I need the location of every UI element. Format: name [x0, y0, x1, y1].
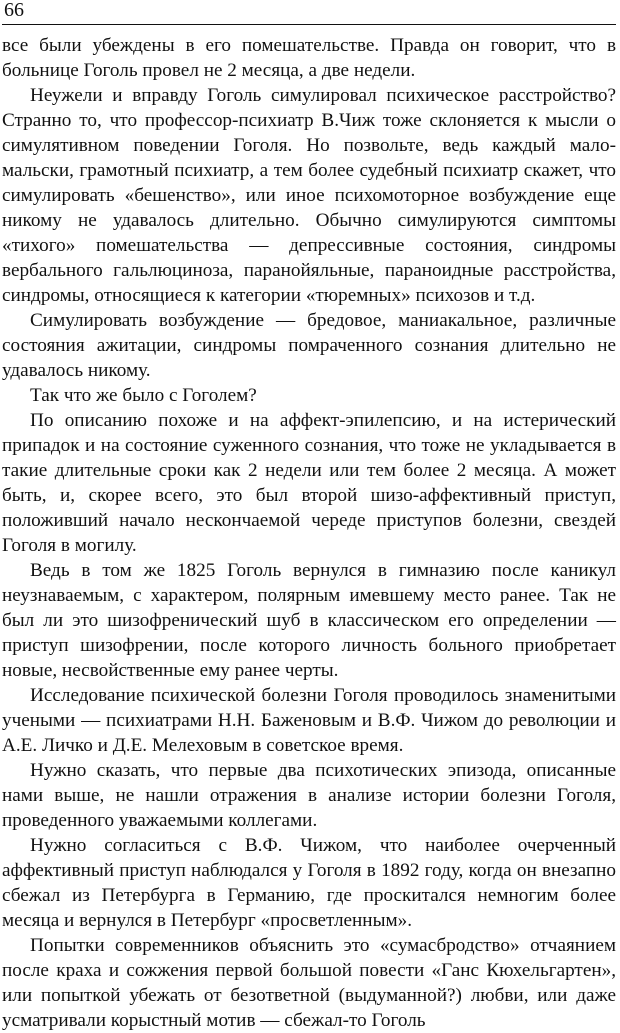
paragraph: Нужно сказать, что первые два психотических эпизода, описанные нами выше, не нашли отражения в анализе истории болезни Гоголя, проведенного уважаемыми коллегами.	[2, 760, 616, 831]
paragraph: Попытки современников объяснить это «сумасбродство» отчаянием после краха и сожжения первой большой повести «Ганс Кюхельгартен», или попыткой убежать от безответной (выдуманной?) любви, или даже усматривали корыстный мотив — сбежал-то Гоголь	[2, 935, 616, 1031]
body-text	[2, 33, 616, 1033]
paragraph: Ведь в том же 1825 Гоголь вернулся в гимназию после каникул неузнаваемым, с характером, полярным имевшему место ранее. Так не был ли это шизофренический шуб в классическом его определении — приступ шизофрении, после которого личность больного приобретает новые, несвойственные ему ранее черты.	[2, 560, 616, 681]
page-number: 66	[4, 0, 24, 21]
paragraph: все были убеждены в его помешательстве. Правда он говорит, что в больнице Гоголь провел не 2 месяца, а две недели.	[2, 35, 616, 81]
paragraph: Исследование психической болезни Гоголя проводилось знаменитыми учеными — психиатрами Н.Н. Баженовым и В.Ф. Чижом до революции и А.Е. Личко и Д.Е. Мелеховым в советское время.	[2, 685, 616, 756]
paragraph: По описанию похоже и на аффект-эпилепсию, и на истерический припадок и на состояние суженного сознания, что тоже не укладывается в такие длительные сроки как 2 недели или тем более 2 месяца. А может быть, и, скорее всего, это был второй шизо-аффективный приступ, положивший начало нескончаемой череде приступов болезни, свездей Гоголя в могилу.	[2, 410, 616, 556]
paragraph: Симулировать возбуждение — бредовое, маниакальное, различные состояния ажитации, синдромы помраченного сознания длительно не удавалось никому.	[2, 310, 616, 381]
paragraph: Неужели и вправду Гоголь симулировал психическое расстройство? Странно то, что профессор-психиатр В.Чиж тоже склоняется к мысли о симулятивном поведении Гоголя. Но позвольте, ведь каждый мало-мальски, грамотный психиатр, а тем более судебный психиатр скажет, что симулировать «бешенство», или иное психомоторное возбуждение еще никому не удавалось длительно. Обычно симулируются симптомы «тихого» помешательства — депрессивные состояния, синдромы вербального гальлюциноза, паранойяльные, параноидные расстройства, синдромы, относящиеся к категории «тюремных» психозов и т.д.	[2, 85, 616, 306]
page-header	[2, 0, 616, 25]
paragraph: Так что же было с Гоголем?	[30, 385, 257, 406]
paragraph: Нужно согласиться с В.Ф. Чижом, что наиболее очерченный аффективный приступ наблюдался у Гоголя в 1892 году, когда он внезапно сбежал из Петербурга в Германию, где проскитался немногим более месяца и вернулся в Петербург «просветленным».	[2, 835, 616, 931]
